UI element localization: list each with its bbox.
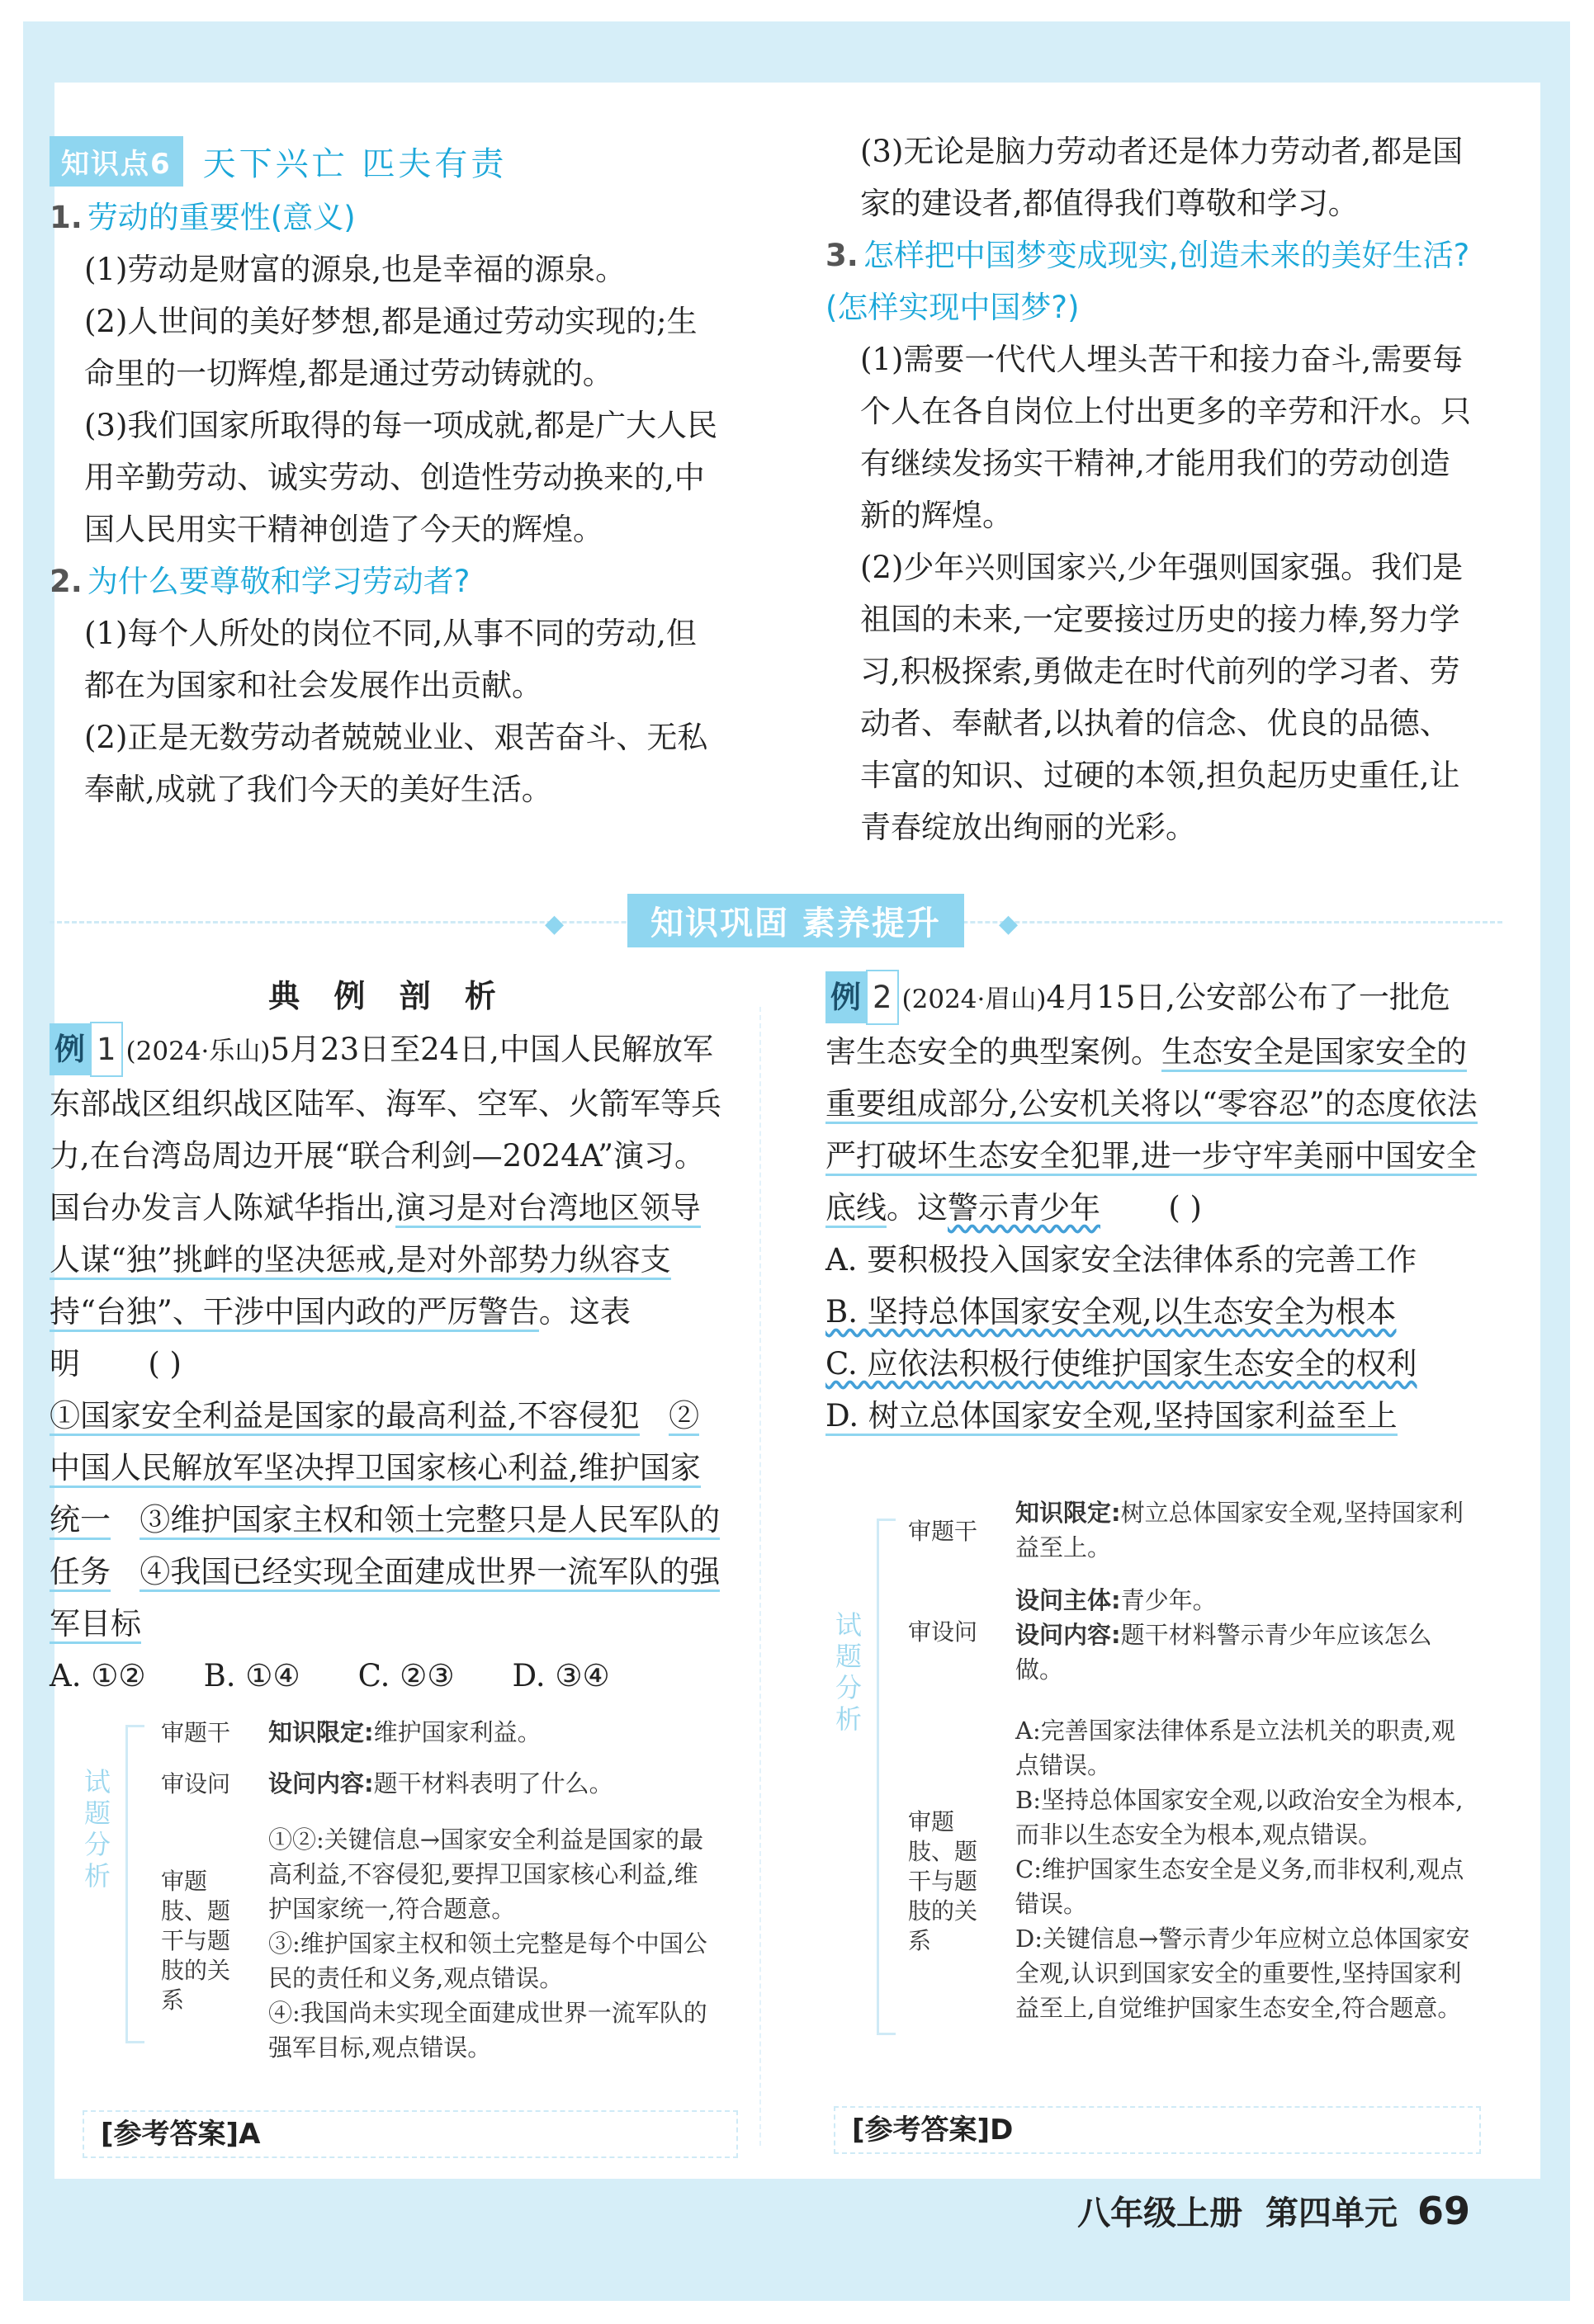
- page-footer: [1077, 2187, 1470, 2234]
- knowledge-point-title: 天下兴亡 匹夫有责: [202, 145, 508, 183]
- example-number: 1: [90, 1022, 123, 1077]
- analysis-bracket: [125, 1725, 144, 2043]
- example-section-title: 典 例 剖 析: [268, 977, 508, 1014]
- banner-title: 知识巩固 素养提升: [627, 894, 964, 947]
- example-1-statements: ①国家安全利益是国家的最高利益,不容侵犯 ②中国人民解放军坚决捍卫国家核心利益,维护国家统一 ③维护国家主权和领土完整只是人民军队的任务 ④我国已经实现全面建成世界一流军队的强军目标: [50, 1390, 726, 1650]
- option-a: A. ①②: [50, 1658, 146, 1693]
- option-c: C. 应依法积极行使维护国家生态安全的权利: [825, 1346, 1417, 1382]
- label-options: 审题肢、题干与题肢的关系: [161, 1868, 231, 2014]
- analysis-side-label: 试题分析: [835, 1609, 862, 1735]
- q1-item-2: (2)人世间的美好梦想,都是通过劳动实现的;生命里的一切辉煌,都是通过劳动铸就的。: [84, 304, 698, 391]
- example-1-stem: 例 1 (2024·乐山)5月23日至24日,中国人民解放军东部战区组织战区陆军、海军、空军、火箭军等兵力,在台湾岛周边开展“联合利剑—2024A”演习。国台办发言人陈斌华指出,演习是对台湾地区领导人谋“独”挑衅的坚决惩戒,是对外部势力纵容支持“台独”、干涉中国内政的严厉警告。这表明 ( ): [50, 1022, 726, 1390]
- q1-heading: 1. 劳动的重要性(意义): [50, 200, 356, 235]
- options-analysis: A:完善国家法律体系是立法机关的职责,观点错误。 B:坚持总体国家安全观,以政治安全为根本,而非以生态安全为根本,观点错误。 C:维护国家生态安全是义务,而非权利,观点错误。 D:关键信息→警示青少年应树立总体国家安全观,认识到国家安全的重要性,坚持国家利益至上,自觉维护国家生态安全,符合题意。: [1015, 1717, 1470, 2022]
- key-phrase: 演习是对台湾地区领导人谋“独”挑衅的坚决惩戒,是对外部势力纵容支持“台独”、干涉中国内政的严厉警告: [50, 1190, 701, 1332]
- stem-analysis: 知识限定:维护国家利益。: [268, 1718, 542, 1746]
- label-question: 审设问: [161, 1770, 231, 1797]
- answer-bracket: ( ): [1168, 1190, 1202, 1226]
- knowledge-point-header: [50, 136, 507, 187]
- q2-item-1: (1)每个人所处的岗位不同,从事不同的劳动,但都在为国家和社会发展作出贡献。: [84, 616, 697, 703]
- options-analysis: ①②:关键信息→国家安全利益是国家的最高利益,不容侵犯,要捍卫国家核心利益,维护国家统一,符合题意。 ③:维护国家主权和领土完整是每个中国公民的责任和义务,观点错误。 ④:我国尚未实现全面建成世界一流军队的强军目标,观点错误。: [268, 1826, 707, 2062]
- example-1: [50, 970, 726, 1702]
- example-tag: 例: [50, 1023, 90, 1075]
- q3-item-1: (1)需要一代代人埋头苦干和接力奋斗,需要每个人在各自岗位上付出更多的辛劳和汗水。只有继续发扬实干精神,才能用我们的劳动创造新的辉煌。: [860, 342, 1471, 533]
- diamond-icon: ◆: [545, 909, 565, 938]
- label-question: 审设问: [908, 1618, 978, 1646]
- option-a: A. 要积极投入国家安全法律体系的完善工作: [825, 1242, 1417, 1278]
- q3-item-2: (2)少年兴则国家兴,少年强则国家强。我们是祖国的未来,一定要接过历史的接力棒,努力学习,积极探索,勇做走在时代前列的学习者、劳动者、奉献者,以执着的信念、优良的品德、丰富的知识、过硬的本领,担负起历史重任,让青春绽放出绚丽的光彩。: [860, 550, 1464, 845]
- label-options: 审题肢、题干与题肢的关系: [908, 1808, 978, 1954]
- example-1-answer: [参考答案]A: [83, 2110, 738, 2158]
- example-1-options: [50, 1650, 726, 1702]
- footer-unit: 第四单元: [1265, 2194, 1398, 2232]
- page-number: 69: [1417, 2189, 1470, 2233]
- label-stem: 审题干: [161, 1719, 231, 1746]
- option-b: B. ①④: [203, 1658, 300, 1693]
- example-2-answer: [参考答案]D: [834, 2106, 1481, 2154]
- example-source: (2024·乐山): [125, 1037, 271, 1066]
- example-2-stem: 例 2 (2024·眉山)4月15日,公安部公布了一批危害生态安全的典型案例。生态安全是国家安全的重要组成部分,公安机关将以“零容忍”的态度依法严打破坏生态安全犯罪,进一步守牢美丽中国安全底线。这警示青少年 ( ): [825, 970, 1478, 1234]
- example-1-analysis: [83, 1708, 726, 2071]
- example-source: (2024·眉山): [901, 985, 1047, 1014]
- diamond-icon: ◆: [999, 909, 1019, 938]
- q1-item-3: (3)我们国家所取得的每一项成就,都是广大人民用辛勤劳动、诚实劳动、创造性劳动换来的,中国人民用实干精神创造了今天的辉煌。: [84, 408, 718, 547]
- option-d: D. 树立总体国家安全观,坚持国家利益至上: [825, 1390, 1478, 1442]
- example-number: 2: [866, 970, 899, 1025]
- analysis-bracket: [877, 1519, 896, 2035]
- q2-item-3: (3)无论是脑力劳动者还是体力劳动者,都是国家的建设者,都值得我们尊敬和学习。: [860, 134, 1464, 221]
- q1-item-1: (1)劳动是财富的源泉,也是幸福的源泉。: [84, 252, 627, 287]
- q2-heading: 2. 为什么要尊敬和学习劳动者?: [50, 564, 471, 599]
- key-phrase-wavy: 警示青少年: [948, 1190, 1100, 1226]
- q2-item-2: (2)正是无数劳动者兢兢业业、艰苦奋斗、无私奉献,成就了我们今天的美好生活。: [84, 720, 708, 807]
- option-d: D. ③④: [512, 1658, 610, 1693]
- section-banner: [50, 890, 1502, 947]
- example-tag: 例: [825, 971, 866, 1023]
- option-c: C. ②③: [357, 1658, 455, 1693]
- stem-analysis: 知识限定:树立总体国家安全观,坚持国家利益至上。: [1015, 1499, 1464, 1561]
- knowledge-point-tag: 知识点6: [50, 136, 183, 187]
- question-analysis: 设问主体:青少年。 设问内容:题干材料警示青少年应该怎么做。: [1015, 1586, 1432, 1684]
- answer-bracket: ( ): [148, 1346, 182, 1382]
- right-top-column: [825, 125, 1478, 853]
- left-top-column: [50, 191, 726, 815]
- column-divider: [759, 1007, 761, 2146]
- key-phrase: 生态安全是国家安全的重要组成部分,公安机关将以“零容忍”的态度依法严打破坏生态安全犯罪,进一步守牢美丽中国安全底线: [825, 1034, 1478, 1228]
- label-stem: 审题干: [908, 1518, 978, 1545]
- example-2: [825, 970, 1478, 1442]
- option-b: B. 坚持总体国家安全观,以生态安全为根本: [825, 1294, 1397, 1330]
- analysis-side-label: 试题分析: [83, 1766, 111, 1892]
- q3-heading: 3. 怎样把中国梦变成现实,创造未来的美好生活?(怎样实现中国梦?): [825, 238, 1470, 325]
- question-analysis: 设问内容:题干材料表明了什么。: [268, 1769, 613, 1797]
- footer-grade: 八年级上册: [1077, 2194, 1243, 2232]
- example-2-analysis: [834, 1486, 1478, 2080]
